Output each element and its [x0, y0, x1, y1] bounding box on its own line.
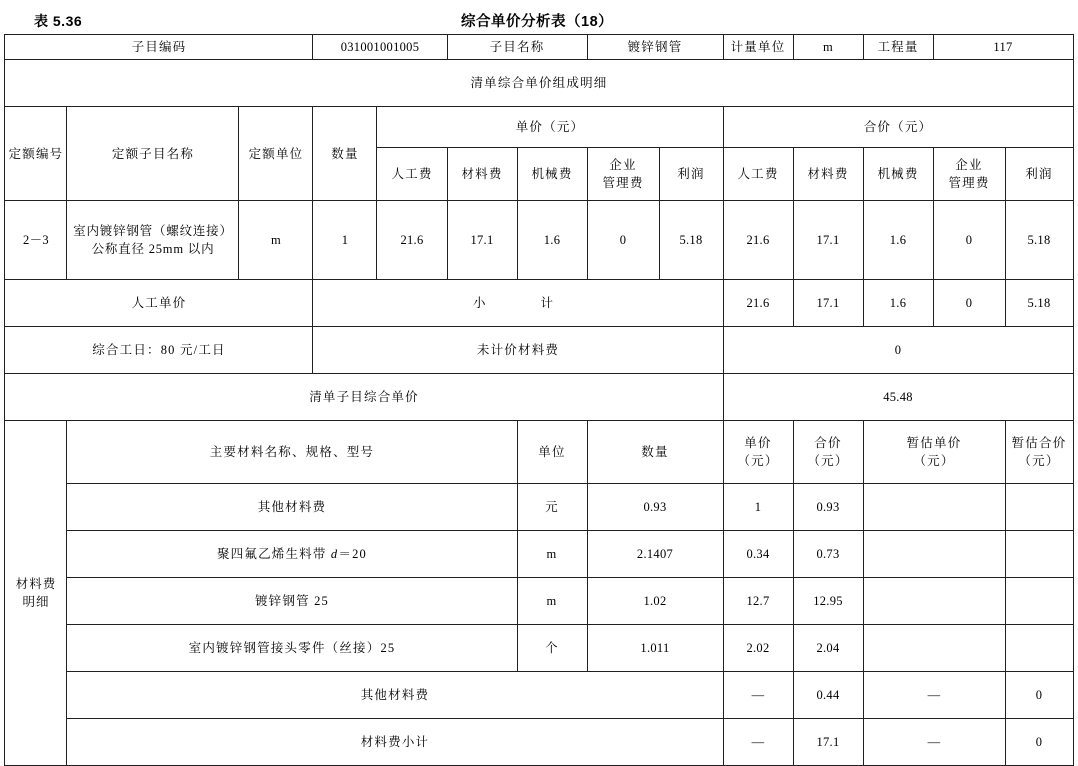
cell-detail-total-profit: 5.18 — [1005, 201, 1073, 280]
cell-material-est-total — [1005, 625, 1073, 672]
col-header-unit-mgmt — [587, 148, 659, 201]
cell-detail-unit-profit: 5.18 — [659, 201, 723, 280]
col-header-total-labor: 人工费 — [723, 148, 793, 201]
cell-material-subtotal-label: 材料费小计 — [67, 719, 723, 766]
cell-section-title: 清单综合单价组成明细 — [5, 60, 1073, 107]
cell-material-other-unit-price: — — [723, 672, 793, 719]
cell-subtotal-material: 17.1 — [793, 280, 863, 327]
cell-material-other-total-price: 0.44 — [793, 672, 863, 719]
cell-material-est-unit — [863, 484, 1005, 531]
col-header-material-unit-price — [723, 421, 793, 484]
cell-material-qty: 1.02 — [587, 578, 723, 625]
material-side-label-line2: 明细 — [22, 595, 50, 610]
col-header-est-unit-price — [863, 421, 1005, 484]
cell-material-unit-price: 12.7 — [723, 578, 793, 625]
table-row-unpriced-material — [5, 327, 1073, 374]
cell-detail-total-machine: 1.6 — [863, 201, 933, 280]
cell-qty-value: 117 — [933, 35, 1073, 60]
table-row-material-other — [5, 672, 1073, 719]
cell-material-qty: 1.011 — [587, 625, 723, 672]
table-row-comprehensive-price — [5, 374, 1073, 421]
cell-wage-label: 综合工日：80 元/工日 — [5, 327, 313, 374]
cell-code-value: 031001001005 — [313, 35, 447, 60]
col-header-unit-material: 材料费 — [447, 148, 517, 201]
cell-material-total-price: 2.04 — [793, 625, 863, 672]
cell-material-name-symbol: d — [330, 547, 339, 562]
cell-code-label: 子目编码 — [5, 35, 313, 60]
cell-material-other-est-total: 0 — [1005, 672, 1073, 719]
col-header-quantity: 数量 — [313, 107, 377, 201]
cell-material-unit-price: 0.34 — [723, 531, 793, 578]
cell-subtotal-mgmt: 0 — [933, 280, 1005, 327]
page-title: 综合单价分析表（18） — [461, 14, 614, 30]
cell-material-name: 室内镀锌钢管接头零件（丝接）25 — [67, 625, 517, 672]
table-row-subtotal — [5, 280, 1073, 327]
table-row-material-subtotal — [5, 719, 1073, 766]
cell-detail-unit-labor: 21.6 — [377, 201, 447, 280]
cell-labor-price-label: 人工单价 — [5, 280, 313, 327]
cell-unit-value: m — [793, 35, 863, 60]
unit-price-analysis-table — [4, 34, 1073, 766]
col-header-unit-mgmt-line1: 企业 — [609, 158, 637, 172]
cell-material-total-price: 0.73 — [793, 531, 863, 578]
cell-material-unit: m — [517, 578, 587, 625]
cell-subtotal-machine: 1.6 — [863, 280, 933, 327]
col-header-total-machine: 机械费 — [863, 148, 933, 201]
cell-material-unit: 个 — [517, 625, 587, 672]
col-header-est-total-price-line1: 暂估合价 — [1011, 436, 1067, 450]
cell-material-unit: 元 — [517, 484, 587, 531]
cell-detail-name: 室内镀锌钢管（螺纹连接）公称直径 25mm 以内 — [67, 201, 239, 280]
cell-detail-unit-mgmt: 0 — [587, 201, 659, 280]
col-header-est-total-price — [1005, 421, 1073, 484]
cell-detail-unit-machine: 1.6 — [517, 201, 587, 280]
cell-material-qty: 0.93 — [587, 484, 723, 531]
cell-detail-total-material: 17.1 — [793, 201, 863, 280]
table-row-detail — [5, 201, 1073, 280]
table-row-material-item — [5, 578, 1073, 625]
cell-detail-no: 2－3 — [5, 201, 67, 280]
table-row-material-item — [5, 625, 1073, 672]
cell-subtotal-label: 小 计 — [313, 280, 723, 327]
col-header-est-unit-price-line2: （元） — [913, 454, 955, 469]
col-header-unit-price-group: 单价（元） — [377, 107, 723, 148]
table-row-group-header — [5, 107, 1073, 148]
table-row-item-info — [5, 35, 1073, 60]
col-header-material-total-price-line2: （元） — [807, 454, 849, 469]
col-header-total-mgmt-line2: 管理费 — [948, 176, 990, 191]
cell-material-name-text: 聚四氟乙烯生料带 — [216, 547, 331, 562]
cell-material-unit-price: 1 — [723, 484, 793, 531]
cell-unpriced-label: 未计价材料费 — [313, 327, 723, 374]
col-header-material-name: 主要材料名称、规格、型号 — [67, 421, 517, 484]
cell-material-est-unit — [863, 578, 1005, 625]
cell-material-total-price: 0.93 — [793, 484, 863, 531]
col-header-total-mgmt-line1: 企业 — [955, 158, 983, 172]
cell-name-label: 子目名称 — [447, 35, 587, 60]
col-header-material-total-price — [793, 421, 863, 484]
cell-detail-unit: m — [239, 201, 313, 280]
cell-material-total-price: 12.95 — [793, 578, 863, 625]
cell-material-est-total — [1005, 484, 1073, 531]
cell-detail-qty: 1 — [313, 201, 377, 280]
col-header-unit-labor: 人工费 — [377, 148, 447, 201]
page-header — [0, 0, 1078, 34]
cell-comprehensive-label: 清单子目综合单价 — [5, 374, 723, 421]
cell-detail-unit-material: 17.1 — [447, 201, 517, 280]
material-side-label-line1: 材料费 — [15, 577, 57, 591]
cell-material-qty: 2.1407 — [587, 531, 723, 578]
col-header-material-unit-price-line2: （元） — [737, 454, 779, 469]
cell-material-subtotal-unit-price: — — [723, 719, 793, 766]
col-header-material-unit-price-line1: 单价 — [744, 436, 772, 450]
cell-material-name: 镀锌钢管 25 — [67, 578, 517, 625]
cell-unit-label: 计量单位 — [723, 35, 793, 60]
cell-material-side-label — [5, 421, 67, 766]
col-header-unit-machine: 机械费 — [517, 148, 587, 201]
table-number: 表 5.36 — [34, 13, 83, 29]
cell-material-name: 其他材料费 — [67, 484, 517, 531]
cell-qty-label: 工程量 — [863, 35, 933, 60]
cell-material-name-suffix: ＝20 — [338, 547, 367, 562]
cell-detail-total-labor: 21.6 — [723, 201, 793, 280]
cell-unpriced-value: 0 — [723, 327, 1073, 374]
cell-comprehensive-value: 45.48 — [723, 374, 1073, 421]
cell-subtotal-profit: 5.18 — [1005, 280, 1073, 327]
col-header-unit-mgmt-line2: 管理费 — [602, 176, 644, 191]
cell-material-unit-price: 2.02 — [723, 625, 793, 672]
table-row-material-item — [5, 484, 1073, 531]
cell-material-est-total — [1005, 531, 1073, 578]
cell-material-subtotal-est-total: 0 — [1005, 719, 1073, 766]
cell-material-subtotal-total-price: 17.1 — [793, 719, 863, 766]
col-header-material-qty: 数量 — [587, 421, 723, 484]
col-header-total-mgmt — [933, 148, 1005, 201]
cell-material-est-unit — [863, 625, 1005, 672]
col-header-est-total-price-line2: （元） — [1018, 454, 1060, 469]
cell-name-value: 镀锌钢管 — [587, 35, 723, 60]
col-header-quota-no: 定额编号 — [5, 107, 67, 201]
cell-material-est-total — [1005, 578, 1073, 625]
col-header-total-price-group: 合价（元） — [723, 107, 1073, 148]
col-header-total-profit: 利润 — [1005, 148, 1073, 201]
cell-material-name — [67, 531, 517, 578]
cell-material-subtotal-est-unit: — — [863, 719, 1005, 766]
col-header-material-unit: 单位 — [517, 421, 587, 484]
table-row-material-header — [5, 421, 1073, 484]
col-header-material-total-price-line1: 合价 — [814, 436, 842, 450]
cell-material-unit: m — [517, 531, 587, 578]
col-header-est-unit-price-line1: 暂估单价 — [906, 436, 962, 450]
table-row-section-title — [5, 60, 1073, 107]
cell-material-est-unit — [863, 531, 1005, 578]
cell-material-other-label: 其他材料费 — [67, 672, 723, 719]
col-header-total-material: 材料费 — [793, 148, 863, 201]
cell-material-other-est-unit: — — [863, 672, 1005, 719]
col-header-quota-name: 定额子目名称 — [67, 107, 239, 201]
col-header-unit-profit: 利润 — [659, 148, 723, 201]
col-header-quota-unit: 定额单位 — [239, 107, 313, 201]
table-row-material-item — [5, 531, 1073, 578]
cell-detail-total-mgmt: 0 — [933, 201, 1005, 280]
cell-subtotal-labor: 21.6 — [723, 280, 793, 327]
